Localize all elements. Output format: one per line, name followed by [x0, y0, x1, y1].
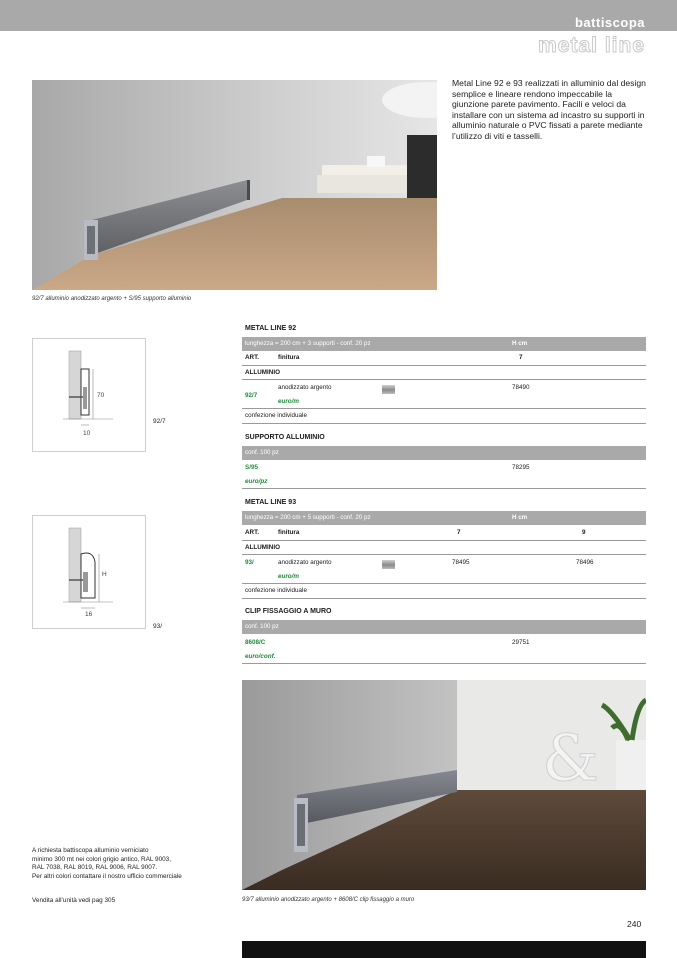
product-code: S/95 — [245, 464, 258, 471]
profile-section-drawing — [33, 339, 145, 451]
profile-section-drawing — [33, 516, 145, 628]
material-label: ALLUMINIO — [245, 544, 280, 551]
metal-line-93-header-bar — [242, 511, 646, 525]
material-label: ALLUMINIO — [245, 369, 280, 376]
photo1-caption: 92/7 alluminio anodizzato argento + S/95 supporto alluminio — [32, 296, 192, 302]
photo2-caption: 93/7 alluminio anodizzato argento + 8608/C clip fissaggio a muro — [242, 897, 415, 903]
divider — [242, 583, 646, 584]
packaging-info: conf. 100 pz — [245, 449, 279, 456]
metal-line-93-title: METAL LINE 93 — [245, 499, 297, 506]
product-code: 92/7 — [245, 392, 258, 399]
article-number-b: 78496 — [576, 559, 594, 566]
product-code: 8608/C — [245, 639, 266, 646]
note-line: RAL 7038, RAL 8019, RAL 9006, RAL 9007. — [32, 864, 158, 872]
page-number: 240 — [627, 919, 642, 929]
divider — [242, 488, 646, 489]
finish-column-label: finitura — [278, 529, 300, 536]
metal-line-92-title: METAL LINE 92 — [245, 325, 297, 332]
finish-value: anodizzato argento — [278, 559, 332, 566]
divider — [242, 408, 646, 409]
divider — [242, 365, 646, 366]
divider — [242, 379, 646, 380]
intro-paragraph: Metal Line 92 e 93 realizzati in alluminio dal design semplice e lineare rendono impeccabile la giunzione parete pavimento. Facili e veloci da installare con un sistema ad incastro su supporti in alluminio naturale o PVC fissati a parete mediante l’utilizzo di viti e tasselli. — [452, 78, 646, 141]
art-column-label: ART. — [245, 354, 259, 361]
packaging-text: confezione individuale — [245, 412, 307, 419]
metal-line-92-header-bar — [242, 337, 646, 351]
height-value-a: 7 — [457, 529, 461, 536]
price-unit: euro/m — [278, 398, 299, 405]
height-dimension-label: H — [102, 571, 107, 578]
custom-colors-note — [32, 847, 232, 881]
width-dimension-label: 16 — [85, 611, 93, 618]
product-photo-92 — [32, 80, 437, 290]
height-value: 7 — [519, 354, 523, 361]
unit-sale-note: Vendita all’unità vedi pag 305 — [32, 897, 116, 904]
clip-title: CLIP FISSAGGIO A MURO — [245, 608, 332, 615]
divider — [242, 554, 646, 555]
interior-scene-illustration — [242, 680, 646, 890]
page-subtitle: metal line — [538, 34, 645, 57]
interior-scene-illustration — [32, 80, 437, 290]
article-number-a: 78495 — [452, 559, 470, 566]
divider — [242, 598, 646, 599]
note-line: minimo 300 mt nei colori grigio antico, RAL 9003, — [32, 855, 172, 863]
page-title: battiscopa — [574, 15, 645, 30]
length-info: lunghezza = 200 cm + 3 supporti - conf. 20 pz — [245, 340, 371, 347]
supporto-header-bar — [242, 446, 646, 460]
finish-value: anodizzato argento — [278, 384, 332, 391]
drawing2-code: 93/ — [153, 623, 163, 630]
packaging-info: conf. 100 pz — [245, 623, 279, 630]
svg-text:&: & — [542, 722, 599, 796]
article-number: 78295 — [512, 464, 530, 471]
price-unit: euro/conf. — [245, 653, 276, 660]
divider — [242, 540, 646, 541]
height-value-b: 9 — [582, 529, 586, 536]
technical-drawing-93 — [32, 515, 146, 629]
note-line: Per altri colori contattare il nostro ufficio commerciale — [32, 872, 182, 880]
divider — [242, 423, 646, 424]
drawing1-code: 92/7 — [153, 418, 166, 425]
product-photo-93 — [242, 680, 646, 890]
silver-finish-swatch — [382, 385, 395, 394]
silver-finish-swatch — [382, 560, 395, 569]
finish-column-label: finitura — [278, 354, 300, 361]
product-code: 93/ — [245, 559, 254, 566]
height-column-header: H cm — [512, 514, 528, 521]
length-info: lunghezza = 200 cm + 5 supporti - conf. 20 pz — [245, 514, 371, 521]
technical-drawing-92 — [32, 338, 146, 452]
footer-bar — [242, 941, 646, 958]
note-line: A richiesta battiscopa alluminio verniciato — [32, 847, 149, 854]
clip-header-bar — [242, 620, 646, 634]
metal-line-92-column-row — [242, 354, 646, 364]
width-dimension-label: 10 — [83, 430, 91, 437]
divider — [242, 663, 646, 664]
article-number: 29751 — [512, 639, 530, 646]
supporto-title: SUPPORTO ALLUMINIO — [245, 434, 325, 441]
price-unit: euro/pz — [245, 478, 268, 485]
price-unit: euro/m — [278, 573, 299, 580]
height-dimension-label: 70 — [97, 392, 105, 399]
art-column-label: ART. — [245, 529, 259, 536]
height-column-header: H cm — [512, 340, 528, 347]
article-number: 78490 — [512, 384, 530, 391]
packaging-text: confezione individuale — [245, 587, 307, 594]
